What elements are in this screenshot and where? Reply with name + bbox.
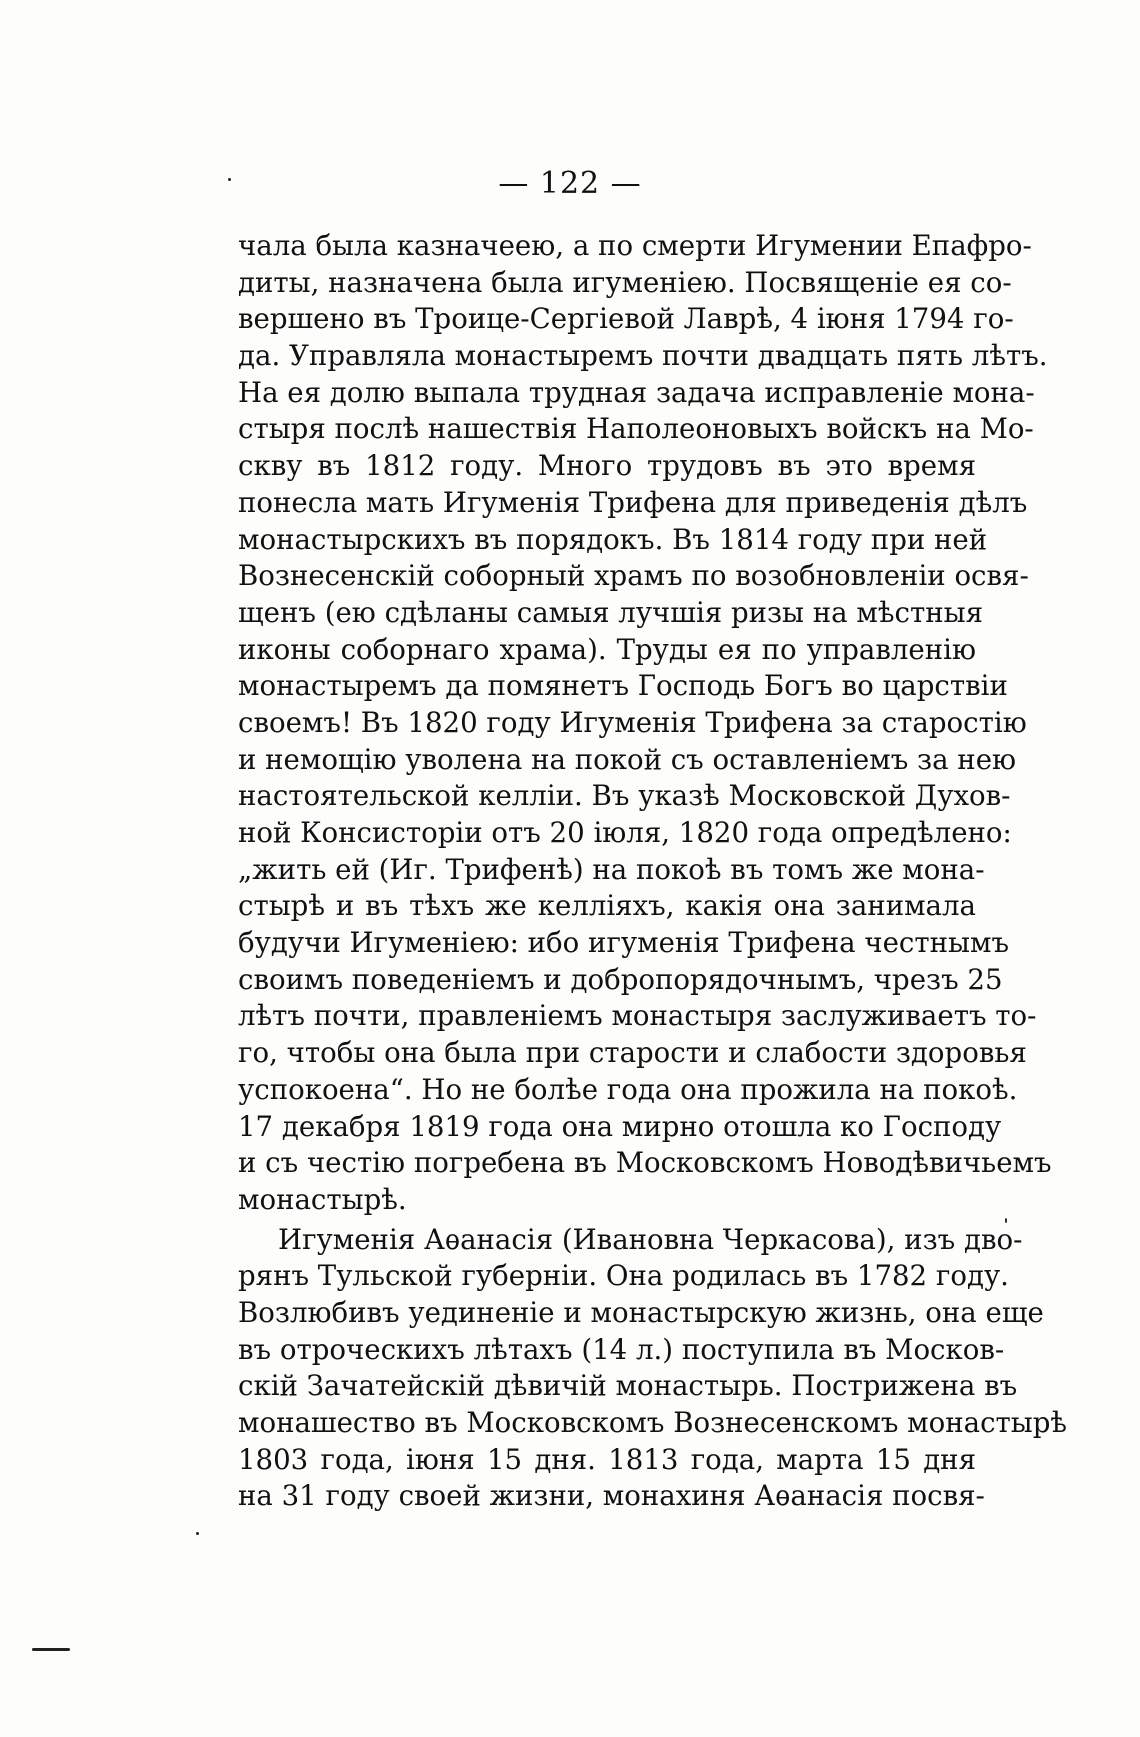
text-line: на 31 году своей жизни, монахиня Аѳанасiя посвя- (238, 1479, 985, 1513)
text-line: да. Управляла монастыремъ почти двадцать пять лѣтъ. (238, 339, 1048, 373)
text-line: чала была казначеею, а по смерти Игумении Епафро- (238, 229, 1032, 262)
text-line: монашество въ Московскомъ Вознесенскомъ монастырѣ (238, 1406, 1068, 1439)
margin-mark (32, 1648, 70, 1651)
text-line: диты, назначена была игуменiею. Посвященiе ея со- (238, 265, 1012, 299)
text-line: скву въ 1812 году. Много трудовъ въ это время (238, 449, 976, 483)
text-line: вершено въ Троице-Сергiевой Лаврѣ, 4 iюня 1794 го- (238, 302, 1014, 336)
text-line: иконы соборнаго храма). Труды ея по управленiю (238, 632, 976, 666)
text-line: скiй Зачатейскiй дѣвичiй монастырь. Пострижена въ (238, 1369, 1018, 1403)
text-line: ной Консисторiи отъ 20 iюля, 1820 года опредѣлено: (238, 816, 1012, 849)
text-line: щенъ (ею сдѣланы самыя лучшiя ризы на мѣстныя (238, 595, 983, 629)
text-line: въ отроческихъ лѣтахъ (14 л.) поступила въ Москов- (238, 1332, 1005, 1366)
text-line: монастырскихъ въ порядокъ. Въ 1814 году при ней (238, 522, 988, 556)
text-line: и съ честiю погребена въ Московскомъ Новодѣвичьемъ (238, 1146, 1052, 1180)
page-number: — 122 — (498, 166, 642, 201)
text-line: стыря послѣ нашествiя Наполеоновыхъ войскъ на Мо- (238, 412, 1034, 446)
paper-speck (196, 1532, 199, 1535)
text-line: своемъ! Въ 1820 году Игуменiя Трифена за старостiю (238, 705, 1027, 739)
paper-speck (1005, 1218, 1007, 1223)
text-line: настоятельской келлiи. Въ указѣ Московской Духов- (238, 779, 1011, 813)
text-line: монастыремъ да помянетъ Господь Богъ во царствiи (238, 669, 1008, 703)
paragraph-1 (238, 228, 1052, 1219)
text-line: Игуменiя Аѳанасiя (Ивановна Черкасова), изъ дво- (278, 1222, 1023, 1256)
text-line: успокоена“. Но не болѣе года она прожила на покоѣ. (238, 1072, 1018, 1106)
body-text (238, 228, 1068, 1515)
text-line: понесла мать Игуменiя Трифена для приведенiя дѣлъ (238, 485, 1028, 519)
text-line: Вознесенскiй соборный храмъ по возобновленiи освя- (238, 559, 1029, 593)
paper-speck (228, 178, 231, 181)
text-line: стырѣ и въ тѣхъ же келлiяхъ, какiя она занимала (238, 889, 976, 923)
text-line: го, чтобы она была при старости и слабости здоровья (238, 1036, 1027, 1070)
text-line: 17 декабря 1819 года она мирно отошла ко Господу (238, 1109, 1002, 1143)
text-line: лѣтъ почти, правленiемъ монастыря заслуживаетъ то- (238, 999, 1037, 1033)
text-line: рянъ Тульской губернiи. Она родилась въ 1782 году. (238, 1259, 1009, 1293)
text-line: „жить ей (Иг. Трифенѣ) на покоѣ въ томъ же мона- (238, 852, 985, 886)
text-line: Возлюбивъ уединенiе и монастырскую жизнь, она еще (238, 1295, 1044, 1329)
text-line: монастырѣ. (238, 1182, 407, 1216)
text-line: будучи Игуменiею: ибо игуменiя Трифена честнымъ (238, 926, 1009, 960)
text-line: На ея долю выпала трудная задача исправленiе мона- (238, 375, 1035, 409)
text-line: своимъ поведенiемъ и добропорядочнымъ, чрезъ 25 (238, 962, 1003, 996)
text-line: 1803 года, iюня 15 дня. 1813 года, марта 15 дня (238, 1442, 976, 1476)
text-line: и немощiю уволена на покой съ оставленiемъ за нею (238, 742, 1017, 776)
paragraph-2 (238, 1222, 1068, 1516)
